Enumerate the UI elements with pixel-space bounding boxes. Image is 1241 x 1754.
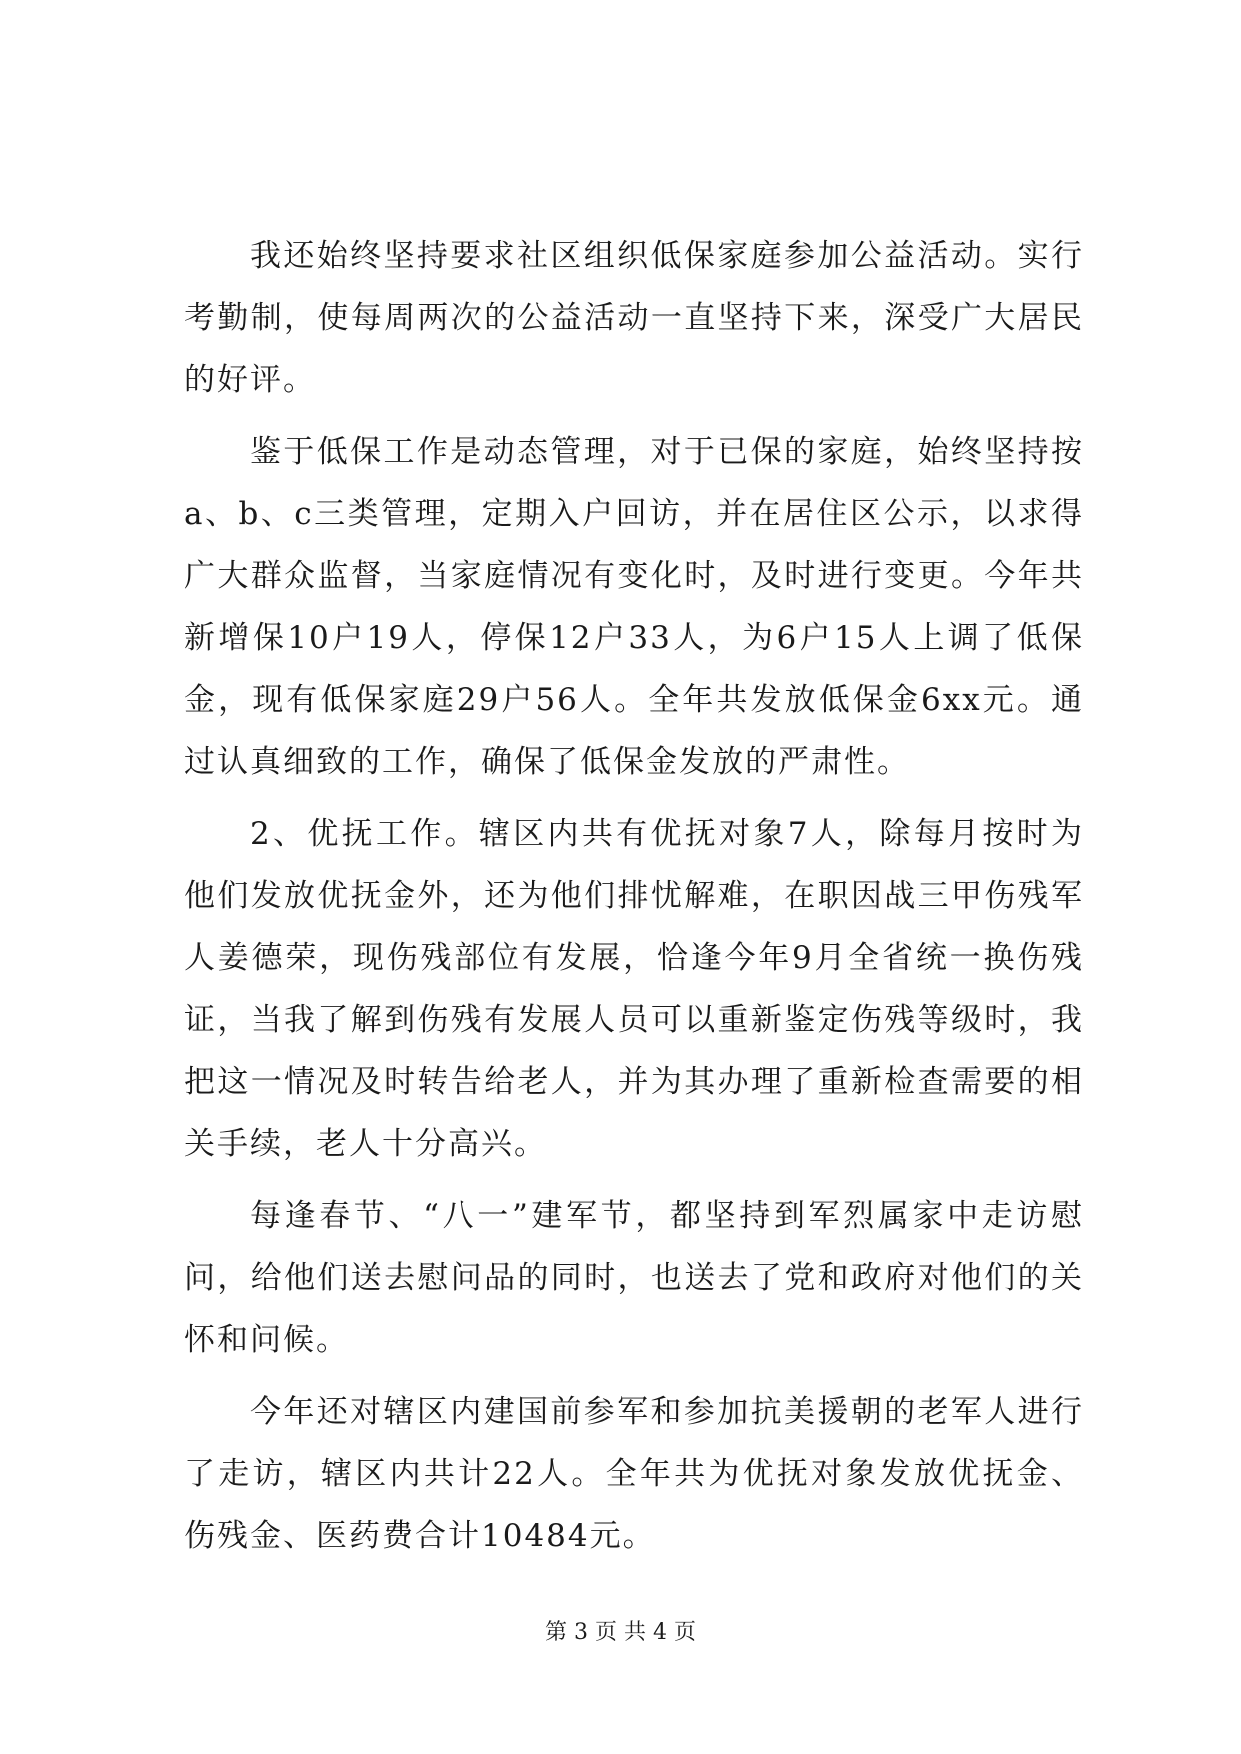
paragraph-special-care-work: 2、优抚工作。辖区内共有优抚对象7人，除每月按时为他们发放优抚金外，还为他们排忧解难，在职因战三甲伤残军人姜德荣，现伤残部位有发展，恰逢今年9月全省统一换伤残证，当我了解到伤残有发展人员可以重新鉴定伤残等级时，我把这一情况及时转告给老人，并为其办理了重新检查需要的相关手续，老人十分高兴。: [184, 816, 1084, 1162]
paragraph-holiday-visits: 每逢春节、“八一”建军节，都坚持到军烈属家中走访慰问，给他们送去慰问品的同时，也送去了党和政府对他们的关怀和问候。: [184, 1198, 1084, 1358]
paragraph-veteran-visits: 今年还对辖区内建国前参军和参加抗美援朝的老军人进行了走访，辖区内共计22人。全年共为优抚对象发放优抚金、伤残金、医药费合计10484元。: [184, 1394, 1084, 1554]
paragraph-subsistence-public-welfare: 我还始终坚持要求社区组织低保家庭参加公益活动。实行考勤制，使每周两次的公益活动一直坚持下来，深受广大居民的好评。: [184, 238, 1084, 398]
document-body: [184, 225, 1084, 1577]
paragraph-subsistence-management: 鉴于低保工作是动态管理，对于已保的家庭，始终坚持按a、b、c三类管理，定期入户回访，并在居住区公示，以求得广大群众监督，当家庭情况有变化时，及时进行变更。今年共新增保10户19人，停保12户33人，为6户15人上调了低保金，现有低保家庭29户56人。全年共发放低保金6xx元。通过认真细致的工作，确保了低保金发放的严肃性。: [184, 434, 1084, 780]
page-number-footer: 第 3 页 共 4 页: [545, 1620, 696, 1645]
